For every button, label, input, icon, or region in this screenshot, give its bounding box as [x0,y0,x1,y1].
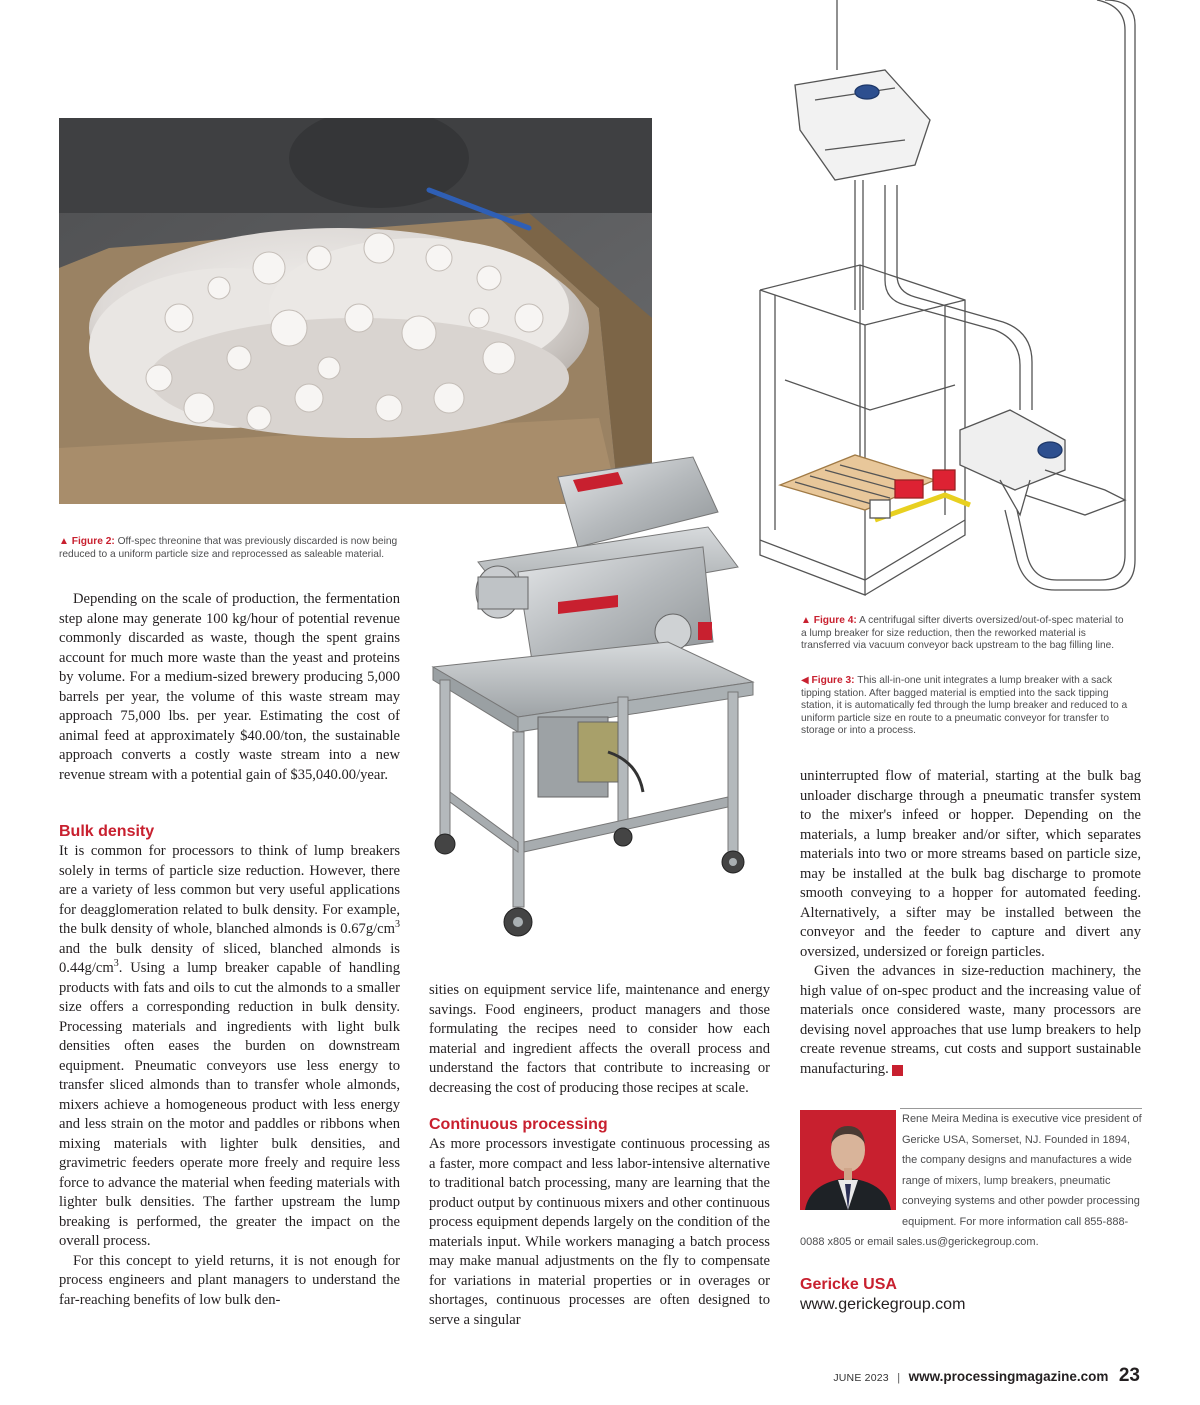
page-footer [833,1365,1140,1387]
figure4-text: A centrifugal sifter diverts oversized/out-of-spec material to a lump breaker for size reduction, then the reworked material is transferred via vacuum conveyor back upstream to the bag filling line. [801,615,1124,652]
column-1-top [59,590,400,785]
paragraph-uninterrupted: uninterrupted flow of material, starting at the bulk bag unloader discharge through a pneumatic transfer system to the mixer's infeed or hopper. Depending on the materials, a lump breaker and/or sifter, which separates materials into two or more streams based on particle size, may be installed at the bulk bag discharge to promote smooth conveying to a hopper for automated feeding. Alternatively, a sifter may be installed between the conveyor and the feeder to capture and divert any oversized, undersized or foreign particles. [800,768,1141,960]
paragraph-continued: sities on equipment service life, maintenance and energy savings. Food engineers, product managers and those formulating the recipes need to consider how each material and ingredient affects the overall process and understand the factors that contribute to increasing or decreasing the cost of producing those recipes at scale. [429,982,770,1096]
author-bio [800,1107,1142,1315]
magazine-website[interactable]: www.processingmagazine.com [908,1369,1109,1384]
company-name: Gericke USA [800,1275,897,1293]
sifter-system-diagram [755,0,1155,600]
triangle-left-icon: ◀ [801,675,809,686]
paragraph-concept: For this concept to yield returns, it is not enough for process engineers and plant managers to understand the far-reaching benefits of low bulk den- [59,1252,400,1308]
paragraph-bulk-density [59,842,400,1252]
bio-text: Rene Meira Medina is executive vice president of Gericke USA, Somerset, NJ. Founded in 1894, the company designs and manufactures a wide range of mixers, lump breakers, pneumatic conveying systems and other powder processing equipment. For more information call 855-888-0088 x805 or email sales.us@gerickegroup.com. [800,1113,1142,1248]
superscript: 3 [113,958,119,970]
end-mark-icon: PB [892,1065,903,1076]
figure4-caption [801,615,1131,653]
figure3-label: Figure 3: [811,675,855,686]
figure2-photo [59,118,652,504]
column-3 [800,767,1141,1079]
bulk-text-b: and the bulk density of sliced, blanched almonds is 0.44g/cm [59,940,400,976]
footer-separator: | [897,1372,901,1384]
figure3-machine [418,452,763,960]
issue-date: JUNE 2023 [833,1372,889,1384]
bulk-text-a: It is common for processors to think of lump breakers solely in terms of particle size reduction. However, there are a variety of less common but very useful applications for deagglomeration related to bulk density. For example, the bulk density of whole, blanched almonds is 0.67g/cm [59,843,400,937]
bulk-text-c: . Using a lump breaker capable of handling products with fats and oils to cut the almonds to a smaller size offers a corresponding reduction in bulk density. Processing materials and ingredients with light bulk densities often eases the burden on downstream equipment. Pneumatic conveyors use less energy to transfer sliced almonds than to transfer whole almonds, mixers achieve a homogeneous product with less energy and less strain on the motor and paddles or ribbons when mixing materials with lighter bulk densities, and gravimetric feeders operate more freely and require less force to advance the material when feeding materials with lighter bulk densities. The farther upstream the lump breaking is performed, the greater the impact on the overall process. [59,960,400,1249]
author-photo [800,1110,896,1210]
heading-bulk-density: Bulk density [59,823,155,840]
threonine-box-image [59,118,652,504]
company-website[interactable]: www.gerickegroup.com [800,1295,966,1313]
figure3-text: This all-in-one unit integrates a lump breaker with a sack tipping station. After bagged material is emptied into the sack tipping station, it is automatically fed through the lump breaker and reduced to a uniform particle size en route to a pneumatic conveyor for transfer to storage or into a process. [801,675,1128,737]
figure2-caption [59,536,404,561]
figure4-diagram [755,0,1155,600]
figure3-caption [801,675,1131,738]
conclusion-text: Given the advances in size-reduction machinery, the high value of on-spec product and the increasing value of materials once considered waste, many processors are devising novel approaches that use lump breakers to help create revenue streams, cut costs and support sustainable manufacturing. [800,963,1141,1077]
superscript: 3 [395,919,400,931]
triangle-up-icon: ▲ [59,536,69,547]
paragraph-fermentation: Depending on the scale of production, the fermentation step alone may generate 100 kg/hour of potential revenue commonly discarded as waste, though the spent grains account for much more waste than the yeast and proteins by volume. For a medium-sized brewery producing 5,000 barrels per year, the volume of this waste stream may approach 75,000 lbs. per year. Estimating the cost of animal feed at approximately $40.00/ton, the sustainable approach converts a costly waste stream into a new revenue stream with a potential gain of $35,040.00/year. [59,591,400,783]
figure2-text: Off-spec threonine that was previously discarded is now being reduced to a uniform particle size and reprocessed as saleable material. [59,536,398,560]
triangle-up-icon: ▲ [801,615,811,626]
page-number: 23 [1118,1365,1140,1386]
author-portrait-image [800,1110,896,1210]
section-bulk-density [59,822,400,1310]
figure2-label: Figure 2: [71,536,115,547]
lump-breaker-machine-image [418,452,763,960]
paragraph-conclusion [800,962,1141,1079]
heading-continuous-processing: Continuous processing [429,1116,608,1133]
paragraph-continuous: As more processors investigate continuous processing as a faster, more compact and less labor-intensive alternative to traditional batch processing, many are learning that the product output by continuous mixers and other continuous process equipment depends largely on the condition of the materials input. While workers managing a batch process may make manual adjustments on the fly to compensate for variations in material properties or in overages or shortages, continuous processes are often designed to serve a singular [429,1136,770,1328]
figure4-label: Figure 4: [813,615,857,626]
bio-rule [900,1108,1142,1109]
column-2 [429,981,770,1330]
